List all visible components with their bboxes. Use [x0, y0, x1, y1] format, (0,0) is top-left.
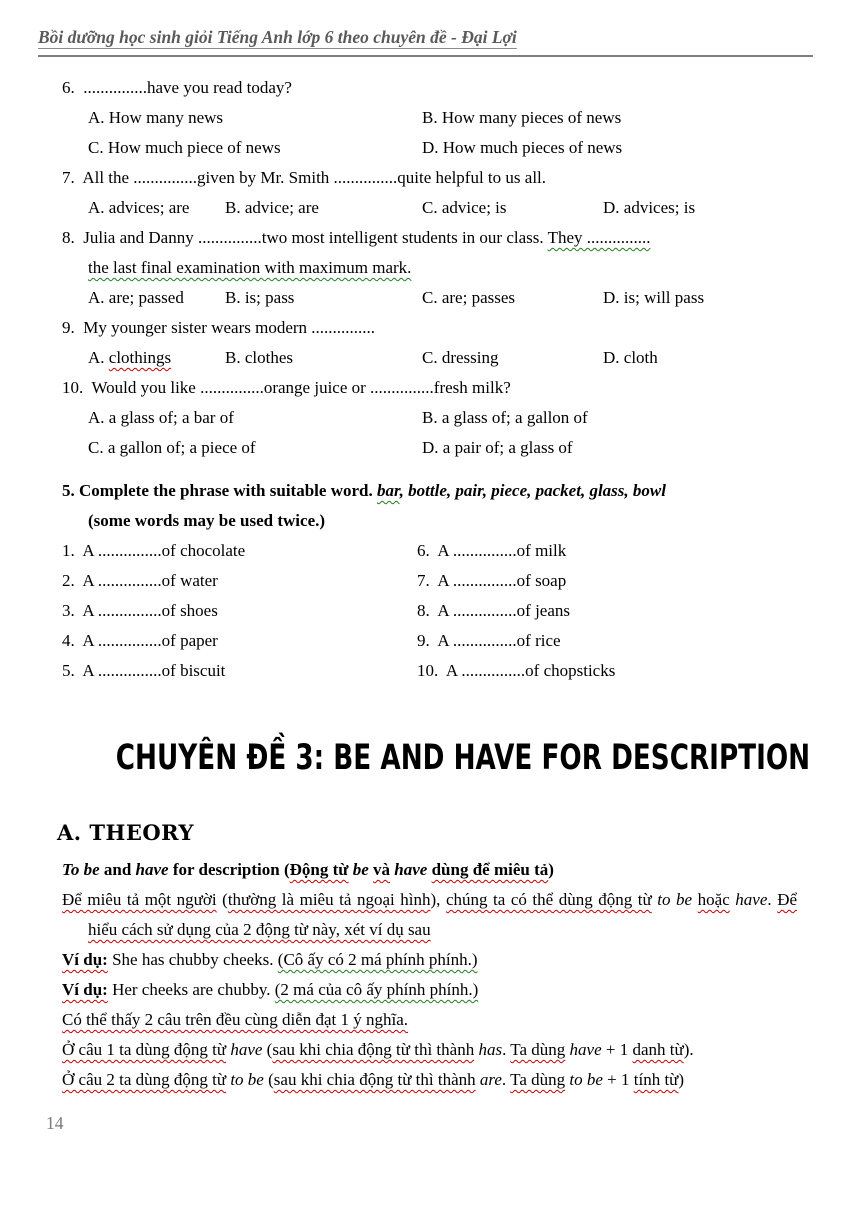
fill-item-number: 9. — [417, 631, 438, 650]
fill-item-number: 3. — [62, 601, 83, 620]
multiple-choice-section — [62, 73, 807, 463]
answer-option: B. advice; are — [225, 198, 319, 217]
answer-option: D. is; will pass — [603, 288, 705, 307]
answer-option: D. cloth — [603, 348, 658, 367]
question-text: ...............have you read today? — [83, 78, 292, 97]
answer-option: D. How much pieces of news — [422, 138, 623, 157]
exercise-5-section — [62, 476, 807, 686]
fill-item-text: A ...............of milk — [437, 541, 567, 560]
answer-option: D. advices; is — [603, 198, 696, 217]
fill-item-1 — [62, 536, 417, 566]
question-line — [62, 373, 807, 403]
question-number: 8. — [62, 228, 84, 247]
fill-item-9 — [417, 626, 807, 656]
answer-option: C. a gallon of; a piece of — [88, 438, 256, 457]
page-header — [38, 0, 813, 57]
answer-option: B. a glass of; a gallon of — [422, 408, 588, 427]
answer-option: A. How many news — [88, 108, 224, 127]
fill-item-number: 1. — [62, 541, 83, 560]
fill-item-text: A ...............of jeans — [437, 601, 570, 620]
chapter-title-text: CHUYÊN ĐỀ 3: BE AND HAVE FOR DESCRIPTION — [115, 738, 811, 778]
answer-option: B. clothes — [225, 348, 293, 367]
fill-item-2 — [62, 566, 417, 596]
theory-paragraph-2: Để miêu tả một người (thường là miêu tả ngoại hình), chúng ta có thể dùng động từ to be hoặc have. Để hiểu cách sử dụng của 2 động từ này, xét ví dụ sau — [62, 890, 798, 939]
theory-paragraph-7: Ở câu 2 ta dùng động từ to be (sau khi chia động từ thì thành are. Ta dùng to be + 1 tính từ) — [62, 1070, 685, 1089]
question-9 — [62, 313, 807, 373]
question-text: My younger sister wears modern ............... — [83, 318, 376, 337]
question-6 — [62, 73, 807, 163]
options-row — [88, 103, 807, 163]
theory-paragraph-6: Ở câu 1 ta dùng động từ have (sau khi chia động từ thì thành has. Ta dùng have + 1 danh từ). — [62, 1040, 694, 1059]
question-8 — [62, 223, 807, 313]
answer-option: B. is; pass — [225, 288, 295, 307]
fill-item-text: A ...............of chopsticks — [445, 661, 616, 680]
fill-item-number: 4. — [62, 631, 83, 650]
exercise-number: 5. — [62, 481, 79, 500]
fill-in-list — [62, 536, 807, 686]
answer-option: C. advice; is — [422, 198, 507, 217]
question-10 — [62, 373, 807, 463]
fill-item-text: A ...............of paper — [82, 631, 218, 650]
question-number: 6. — [62, 78, 84, 97]
chapter-title — [0, 736, 851, 786]
answer-option: D. a pair of; a glass of — [422, 438, 573, 457]
header-title: Bồi dưỡng học sinh giỏi Tiếng Anh lớp 6 theo chuyên đề - Đại Lợi — [38, 27, 517, 47]
fill-item-number: 10. — [417, 661, 446, 680]
fill-item-7 — [417, 566, 807, 596]
theory-paragraph-4: Ví dụ: Her cheeks are chubby. (2 má của cô ấy phính phính.) — [62, 980, 479, 999]
question-text: Would you like ...............orange juice or ...............fresh milk? — [91, 378, 511, 397]
fill-item-number: 2. — [62, 571, 83, 590]
options-row — [88, 403, 807, 463]
fill-item-10 — [417, 656, 807, 686]
fill-item-number: 6. — [417, 541, 438, 560]
question-number: 9. — [62, 318, 84, 337]
theory-heading: A. THEORY — [57, 820, 194, 845]
options-row — [88, 193, 807, 223]
fill-item-number: 8. — [417, 601, 438, 620]
answer-option: C. are; passes — [422, 288, 516, 307]
answer-option: A. are; passed — [88, 288, 184, 307]
question-line — [62, 313, 807, 343]
question-line — [62, 73, 807, 103]
question-line — [62, 223, 807, 283]
fill-item-text: A ...............of water — [82, 571, 218, 590]
theory-body — [62, 855, 797, 1095]
options-row — [88, 283, 807, 313]
question-text: All the ...............given by Mr. Smith ...............quite helpful to us all. — [82, 168, 547, 187]
answer-option: A. advices; are — [88, 198, 190, 217]
fill-item-number: 7. — [417, 571, 438, 590]
question-7 — [62, 163, 807, 223]
question-number: 7. — [62, 168, 83, 187]
question-line — [62, 163, 807, 193]
fill-item-8 — [417, 596, 807, 626]
page-number: 14 — [46, 1113, 64, 1133]
fill-item-text: A ...............of rice — [437, 631, 561, 650]
fill-item-4 — [62, 626, 417, 656]
options-row — [88, 343, 807, 373]
theory-paragraph-3: Ví dụ: She has chubby cheeks. (Cô ấy có 2 má phính phính.) — [62, 950, 478, 969]
theory-paragraph-5: Có thể thấy 2 câu trên đều cùng diễn đạt 1 ý nghĩa. — [62, 1010, 409, 1029]
answer-option: A. a glass of; a bar of — [88, 408, 234, 427]
fill-item-text: A ...............of chocolate — [82, 541, 246, 560]
answer-option: C. dressing — [422, 348, 499, 367]
fill-item-number: 5. — [62, 661, 83, 680]
fill-item-text: A ...............of shoes — [82, 601, 218, 620]
theory-paragraph-1: To be and have for description (Động từ be và have dùng để miêu tả) — [62, 860, 554, 879]
fill-item-text: A ...............of biscuit — [82, 661, 226, 680]
fill-item-5 — [62, 656, 417, 686]
question-number: 10. — [62, 378, 92, 397]
answer-option: C. How much piece of news — [88, 138, 281, 157]
fill-item-6 — [417, 536, 807, 566]
answer-option: B. How many pieces of news — [422, 108, 622, 127]
answer-option: A. clothings — [88, 348, 172, 367]
fill-item-3 — [62, 596, 417, 626]
exercise-5-heading: 5. Complete the phrase with suitable word. bar, bottle, pair, piece, packet, glass, bowl (some words may be used twice.) — [62, 481, 666, 530]
fill-item-text: A ...............of soap — [437, 571, 567, 590]
question-text: Julia and Danny ...............two most intelligent students in our class. They ............... the last final examination with maximum mark. — [83, 228, 651, 277]
